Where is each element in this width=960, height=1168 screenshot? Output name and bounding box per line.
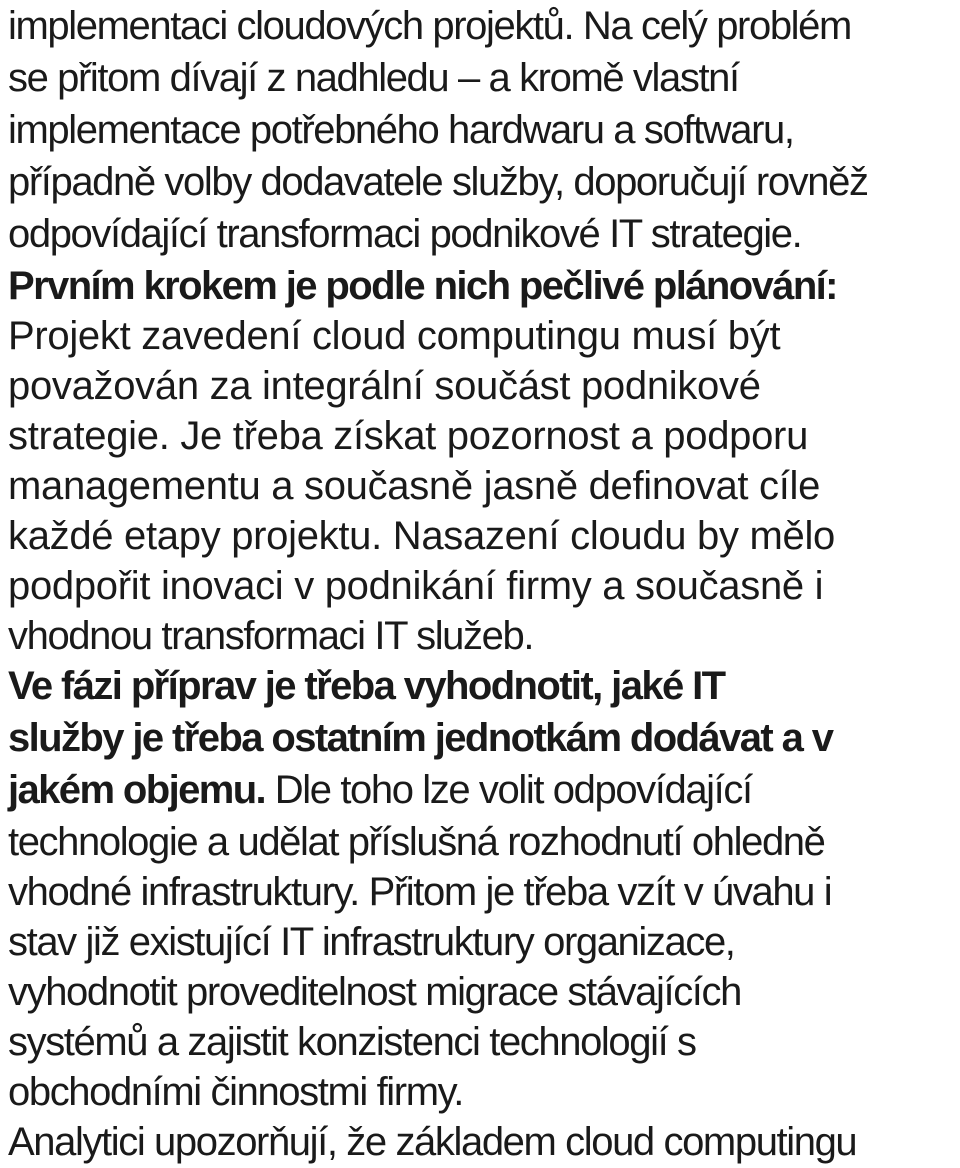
text-line: podpořit inovaci v podnikání firmy a současně i (8, 564, 824, 608)
text-line: implementaci cloudových projektů. Na celý problém (8, 4, 851, 48)
text-line: vhodnou transformaci IT služeb. (8, 614, 534, 658)
mixed-line (8, 764, 752, 816)
text-line: vhodné infrastruktury. Přitom je třeba vzít v úvahu i (8, 870, 832, 914)
text-line: odpovídající transformaci podnikové IT strategie. (8, 212, 802, 256)
text-line: technologie a udělat příslušná rozhodnutí ohledně (8, 820, 825, 864)
text-line: implementace potřebného hardwaru a softwaru, (8, 108, 794, 152)
bold-phrase: jakém objemu. (8, 768, 266, 812)
text-line: managementu a současně jasně definovat cíle (8, 464, 821, 508)
text-line: vyhodnotit proveditelnost migrace stávajících (8, 970, 741, 1014)
text-phrase: Dle toho lze volit odpovídající (265, 768, 752, 812)
text-line: se přitom dívají z nadhledu – a kromě vlastní (8, 56, 739, 100)
bold-heading-line: Ve fázi příprav je třeba vyhodnotit, jaké IT (8, 664, 725, 708)
text-line: Projekt zavedení cloud computingu musí být (8, 314, 781, 358)
bold-heading-line: služby je třeba ostatním jednotkám dodávat a v (8, 716, 833, 760)
text-line: každé etapy projektu. Nasazení cloudu by mělo (8, 514, 835, 558)
bold-heading-line: Prvním krokem je podle nich pečlivé plánování: (8, 264, 837, 308)
text-line: Analytici upozorňují, že základem cloud computingu (8, 1120, 857, 1164)
text-line: stav již existující IT infrastruktury organizace, (8, 920, 735, 964)
text-line: systémů a zajistit konzistenci technologií s (8, 1020, 696, 1064)
text-line: považován za integrální součást podnikové (8, 364, 761, 408)
text-line: strategie. Je třeba získat pozornost a podporu (8, 414, 809, 458)
text-line: obchodními činnostmi firmy. (8, 1070, 463, 1114)
text-line: případně volby dodavatele služby, doporučují rovněž (8, 160, 868, 204)
